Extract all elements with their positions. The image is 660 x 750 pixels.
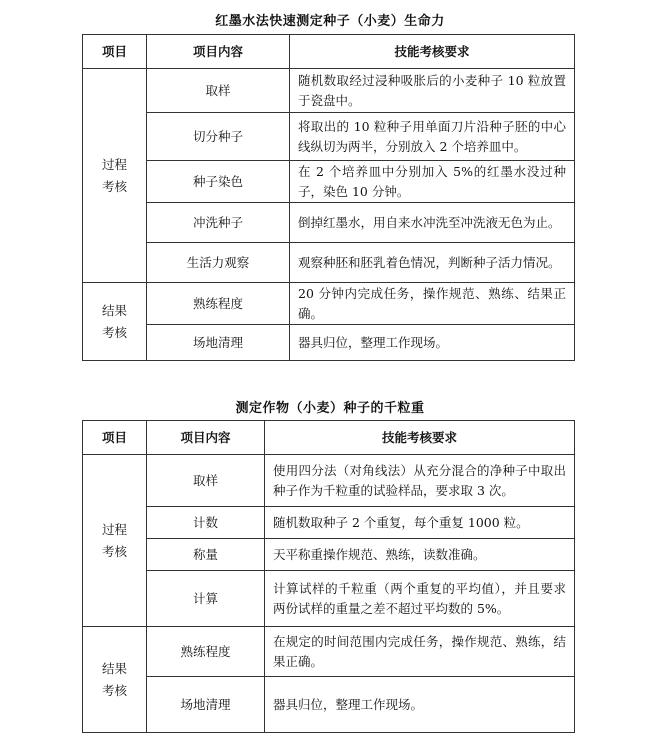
header-content: 项目内容 <box>147 421 265 455</box>
item-cell: 种子染色 <box>147 161 290 203</box>
table-row <box>83 69 575 113</box>
item-cell: 场地清理 <box>147 677 265 733</box>
category-label: 过程考核 <box>101 521 127 559</box>
table-row <box>83 283 575 325</box>
requirement-cell: 计算试样的千粒重（两个重复的平均值），并且要求两份试样的重量之差不超过平均数的 5%。 <box>265 571 575 627</box>
table-row <box>83 677 575 733</box>
table-row <box>83 539 575 571</box>
requirement-cell: 20 分钟内完成任务，操作规范、熟练、结果正确。 <box>290 283 575 325</box>
table-row <box>83 627 575 677</box>
category-label: 结果考核 <box>101 660 127 698</box>
header-project: 项目 <box>83 35 147 69</box>
requirement-cell: 将取出的 10 粒种子用单面刀片沿种子胚的中心线纵切为两半，分别放入 2 个培养皿中。 <box>290 113 575 161</box>
table1-title: 红墨水法快速测定种子（小麦）生命力 <box>215 14 445 29</box>
requirement-cell: 随机数取经过浸种吸胀后的小麦种子 10 粒放置于瓷盘中。 <box>290 69 575 113</box>
table-row <box>83 507 575 539</box>
item-cell: 熟练程度 <box>147 627 265 677</box>
requirement-cell: 天平称重操作规范、熟练，读数准确。 <box>265 539 575 571</box>
requirement-cell: 倒掉红墨水，用自来水冲洗至冲洗液无色为止。 <box>290 203 575 243</box>
header-project: 项目 <box>83 421 147 455</box>
item-cell: 取样 <box>147 69 290 113</box>
item-cell: 计数 <box>147 507 265 539</box>
item-cell: 计算 <box>147 571 265 627</box>
requirement-cell: 使用四分法（对角线法）从充分混合的净种子中取出种子作为千粒重的试验样品，要求取 3 次。 <box>265 455 575 507</box>
item-cell: 熟练程度 <box>147 283 290 325</box>
requirement-cell: 器具归位，整理工作现场。 <box>290 325 575 361</box>
category-cell <box>83 283 147 361</box>
category-cell <box>83 627 147 733</box>
table2-header-row <box>83 421 575 455</box>
table-row <box>83 325 575 361</box>
table-row <box>83 203 575 243</box>
table1-header-row <box>83 35 575 69</box>
header-content: 项目内容 <box>147 35 290 69</box>
table-row <box>83 571 575 627</box>
category-cell <box>83 455 147 627</box>
category-label: 结果考核 <box>101 302 127 340</box>
table1 <box>82 34 575 361</box>
item-cell: 称量 <box>147 539 265 571</box>
table-row <box>83 161 575 203</box>
category-cell <box>83 69 147 283</box>
requirement-cell: 器具归位，整理工作现场。 <box>265 677 575 733</box>
item-cell: 切分种子 <box>147 113 290 161</box>
table-row <box>83 113 575 161</box>
requirement-cell: 随机数取种子 2 个重复，每个重复 1000 粒。 <box>265 507 575 539</box>
item-cell: 场地清理 <box>147 325 290 361</box>
table-row <box>83 243 575 283</box>
item-cell: 生活力观察 <box>147 243 290 283</box>
item-cell: 冲洗种子 <box>147 203 290 243</box>
table2-title: 测定作物（小麦）种子的千粒重 <box>235 401 425 416</box>
header-requirement: 技能考核要求 <box>290 35 575 69</box>
header-requirement: 技能考核要求 <box>265 421 575 455</box>
requirement-cell: 观察种胚和胚乳着色情况，判断种子活力情况。 <box>290 243 575 283</box>
item-cell: 取样 <box>147 455 265 507</box>
table-row <box>83 455 575 507</box>
category-label: 过程考核 <box>101 156 127 194</box>
table2 <box>82 420 575 733</box>
requirement-cell: 在规定的时间范围内完成任务，操作规范、熟练，结果正确。 <box>265 627 575 677</box>
requirement-cell: 在 2 个培养皿中分别加入 5%的红墨水没过种子，染色 10 分钟。 <box>290 161 575 203</box>
